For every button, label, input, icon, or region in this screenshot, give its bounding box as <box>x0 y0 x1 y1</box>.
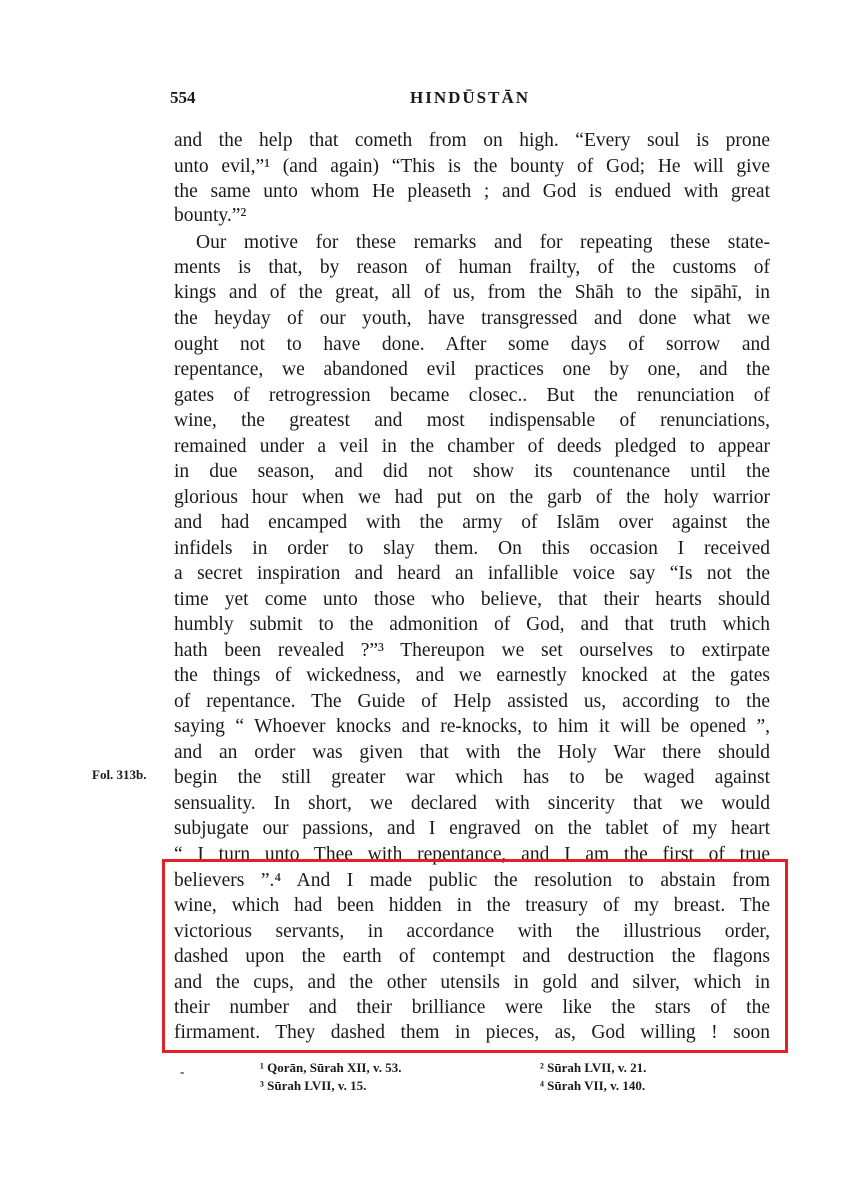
footnote-2: ² Sūrah LVII, v. 21. <box>540 1060 647 1075</box>
text-line: the things of wickedness, and we earnestly knocked at the gates <box>174 665 770 686</box>
text-line: kings and of the great, all of us, from the Shāh to the sipāhī, in <box>174 282 770 303</box>
text-line: hath been revealed ?”³ Thereupon we set ourselves to extirpate <box>174 640 770 661</box>
text-line: Our motive for these remarks and for repeating these state- <box>196 232 770 253</box>
text-line: time yet come unto those who believe, that their hearts should <box>174 589 770 610</box>
text-line: dashed upon the earth of contempt and destruction the flagons <box>174 946 770 967</box>
footnote-4: ⁴ Sūrah VII, v. 140. <box>540 1078 646 1093</box>
highlight-box <box>162 859 788 1053</box>
text-line: subjugate our passions, and I engraved on the tablet of my heart <box>174 818 770 839</box>
text-line: wine, the greatest and most indispensable of renunciations, <box>174 410 770 431</box>
text-line: humbly submit to the admonition of God, and that truth which <box>174 614 770 635</box>
text-line: remained under a veil in the chamber of deeds pledged to appear <box>174 436 770 457</box>
footnotes <box>180 1060 740 1100</box>
text-line: “ I turn unto Thee with repentance, and I am the first of true <box>174 844 770 865</box>
text-line: ments is that, by reason of human frailty, of the customs of <box>174 257 770 278</box>
text-line: a secret inspiration and heard an infallible voice say “Is not the <box>174 563 770 584</box>
text-line: ought not to have done. After some days of sorrow and <box>174 334 770 355</box>
text-line: saying “ Whoever knocks and re-knocks, to him it will be opened ”, <box>174 716 770 737</box>
footnote-dash: - <box>180 1064 185 1079</box>
text-line: begin the still greater war which has to be waged against <box>174 767 770 788</box>
text-line: in due season, and did not show its countenance until the <box>174 461 770 482</box>
text-line: and the help that cometh from on high. “Every soul is prone <box>174 130 770 151</box>
text-line: unto evil,”¹ (and again) “This is the bounty of God; He will give <box>174 156 770 177</box>
text-line: and had encamped with the army of Islām over against the <box>174 512 770 533</box>
marginal-folio-note: Fol. 313b. <box>92 767 147 782</box>
footnote-1: ¹ Qorān, Sūrah XII, v. 53. <box>260 1060 402 1075</box>
text-line: believers ”.⁴ And I made public the resolution to abstain from <box>174 870 770 891</box>
text-line: repentance, we abandoned evil practices one by one, and the <box>174 359 770 380</box>
page-header <box>170 88 770 112</box>
text-line: glorious hour when we had put on the garb of the holy warrior <box>174 487 770 508</box>
text-line: of repentance. The Guide of Help assisted us, according to the <box>174 691 770 712</box>
text-line: their number and their brilliance were like the stars of the <box>174 997 770 1018</box>
text-line: and the cups, and the other utensils in gold and silver, which in <box>174 972 770 993</box>
text-line: bounty.”² <box>174 205 247 226</box>
text-line: the same unto whom He pleaseth ; and God is endued with great <box>174 181 770 202</box>
text-line: wine, which had been hidden in the treasury of my breast. The <box>174 895 770 916</box>
running-head: HINDŪSTĀN <box>410 88 531 107</box>
text-line: sensuality. In short, we declared with sincerity that we would <box>174 793 770 814</box>
text-line: and an order was given that with the Holy War there should <box>174 742 770 763</box>
text-line: firmament. They dashed them in pieces, as, God willing ! soon <box>174 1022 770 1043</box>
text-line: the heyday of our youth, have transgressed and done what we <box>174 308 770 329</box>
footnote-3: ³ Sūrah LVII, v. 15. <box>260 1078 367 1093</box>
text-line: gates of retrogression became closec.. But the renunciation of <box>174 385 770 406</box>
text-line: victorious servants, in accordance with the illustrious order, <box>174 921 770 942</box>
text-line: infidels in order to slay them. On this occasion I received <box>174 538 770 559</box>
page-number: 554 <box>170 88 196 107</box>
